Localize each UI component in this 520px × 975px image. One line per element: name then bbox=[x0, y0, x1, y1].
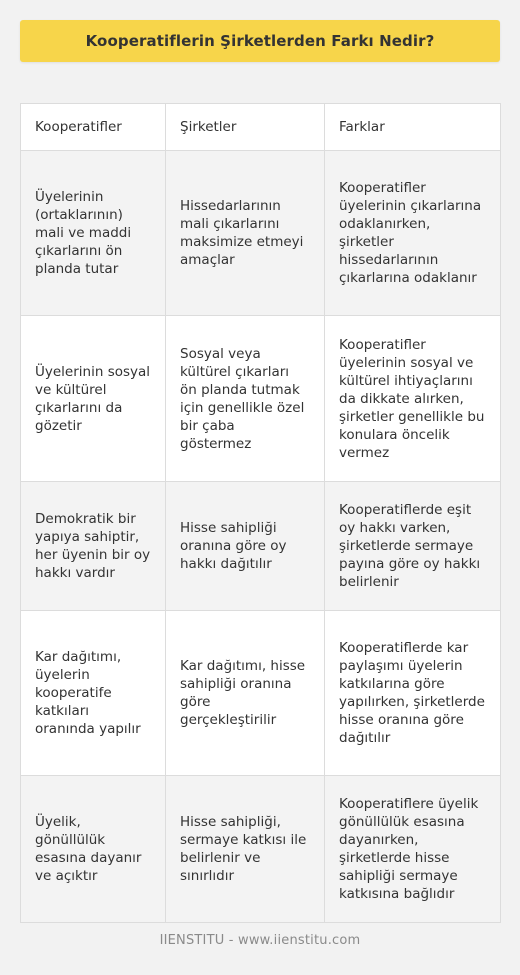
table-row bbox=[21, 776, 501, 923]
table-row bbox=[21, 611, 501, 776]
page-title: Kooperatiflerin Şirketlerden Farkı Nedir? bbox=[85, 32, 435, 50]
table-header-row bbox=[21, 104, 501, 151]
table-row bbox=[21, 316, 501, 482]
comparison-table-container bbox=[20, 103, 500, 923]
table-cell: Kooperatiflere üyelik gönüllülük esasına dayanırken, şirketlerde hisse sahipliği sermaye katkısına bağlıdır bbox=[325, 776, 501, 923]
table-cell: Sosyal veya kültürel çıkarları ön planda tutmak için genellikle özel bir çaba göstermez bbox=[166, 316, 325, 482]
table-cell: Kar dağıtımı, hisse sahipliği oranına göre gerçekleştirilir bbox=[166, 611, 325, 776]
header-kooperatifler: Kooperatifler bbox=[21, 104, 166, 151]
comparison-table bbox=[20, 103, 501, 923]
table-cell: Kooperatifler üyelerinin sosyal ve kültürel ihtiyaçlarını da dikkate alırken, şirketler genellikle bu konulara öncelik vermez bbox=[325, 316, 501, 482]
table-cell: Hissedarlarının mali çıkarlarını maksimize etmeyi amaçlar bbox=[166, 151, 325, 316]
table-cell: Kooperatiflerde kar paylaşımı üyelerin katkılarına göre yapılırken, şirketlerde hisse oranına göre dağıtılır bbox=[325, 611, 501, 776]
table-row bbox=[21, 151, 501, 316]
table-cell: Kar dağıtımı, üyelerin kooperatife katkıları oranında yapılır bbox=[21, 611, 166, 776]
table-cell: Kooperatifler üyelerinin çıkarlarına odaklanırken, şirketler hissedarlarının çıkarlarına odaklanır bbox=[325, 151, 501, 316]
table-cell: Demokratik bir yapıya sahiptir, her üyenin bir oy hakkı vardır bbox=[21, 482, 166, 611]
table-cell: Hisse sahipliği oranına göre oy hakkı dağıtılır bbox=[166, 482, 325, 611]
table-cell: Üyelerinin (ortaklarının) mali ve maddi çıkarlarını ön planda tutar bbox=[21, 151, 166, 316]
table-row bbox=[21, 482, 501, 611]
header-farklar: Farklar bbox=[325, 104, 501, 151]
table-cell: Hisse sahipliği, sermaye katkısı ile belirlenir ve sınırlıdır bbox=[166, 776, 325, 923]
table-cell: Üyelik, gönüllülük esasına dayanır ve açıktır bbox=[21, 776, 166, 923]
header-sirketler: Şirketler bbox=[166, 104, 325, 151]
title-banner bbox=[20, 20, 500, 62]
footer-credit: IIENSTITU - www.iienstitu.com bbox=[159, 933, 361, 948]
table-cell: Kooperatiflerde eşit oy hakkı varken, şirketlerde sermaye payına göre oy hakkı belirlenir bbox=[325, 482, 501, 611]
table-cell: Üyelerinin sosyal ve kültürel çıkarlarını da gözetir bbox=[21, 316, 166, 482]
